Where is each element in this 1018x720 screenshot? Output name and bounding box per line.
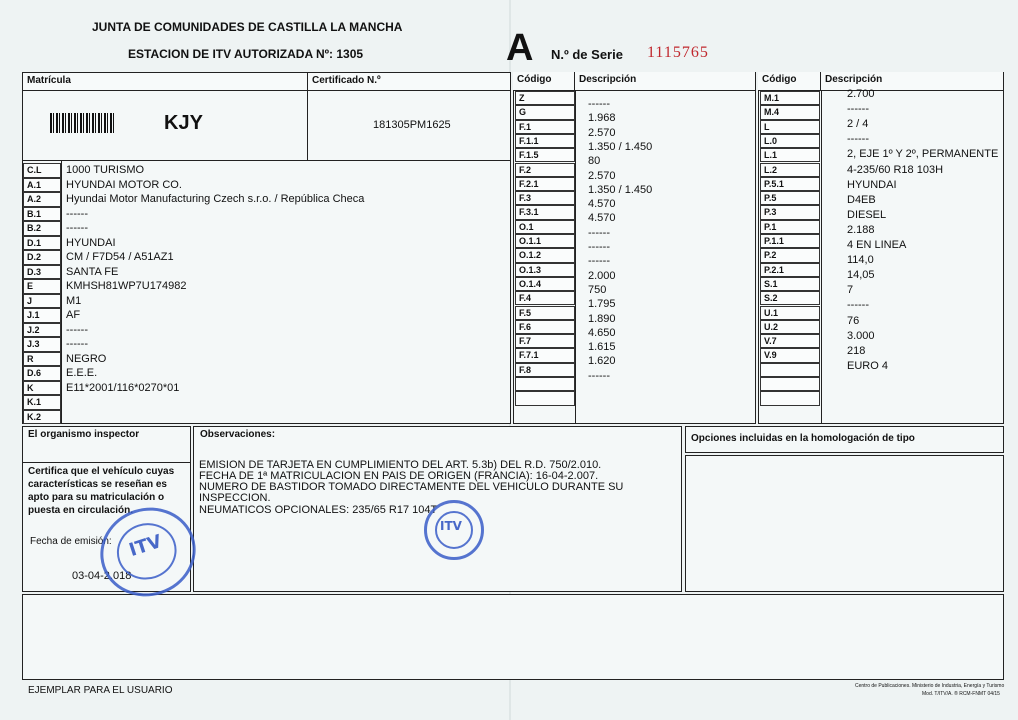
right-row-code: L.2 <box>760 163 820 177</box>
mid-row-code: F.7.1 <box>515 348 575 362</box>
mid-desc-column-divider <box>575 91 576 424</box>
stamp-logo-text: ITV <box>440 519 462 533</box>
mid-row-code: Z <box>515 91 575 105</box>
mid-row-code-empty <box>515 377 575 391</box>
mid-row-value: ------ <box>588 369 610 382</box>
right-row-value: D4EB <box>847 193 876 206</box>
mid-row-code: F.2 <box>515 163 575 177</box>
right-row-code: P.2 <box>760 248 820 262</box>
left-row-value: ------ <box>66 323 88 336</box>
right-row-code-empty <box>760 391 820 405</box>
stamp-logo-text: ITV <box>126 530 165 562</box>
barcode <box>50 113 116 133</box>
mid-row-value: 1.350 / 1.450 <box>588 140 653 153</box>
mid-row-value: 1.968 <box>588 112 616 125</box>
left-row-code: D.1 <box>23 236 61 251</box>
left-row-code: C.L <box>23 163 61 178</box>
right-row-value: 4-235/60 R18 103H <box>847 163 944 176</box>
right-row-value: 14,05 <box>847 269 875 282</box>
right-row-code: P.1 <box>760 220 820 234</box>
bottom-free-box <box>22 594 1004 680</box>
right-row-code: P.3 <box>760 205 820 219</box>
mid-row-code: F.3 <box>515 191 575 205</box>
observation-line-4: INSPECCION. <box>199 492 271 504</box>
matricula-header: Matrícula <box>22 72 308 91</box>
right-row-code: S.1 <box>760 277 820 291</box>
left-row-code: A.1 <box>23 178 61 193</box>
certify-line-4: puesta en circulación. <box>28 505 134 516</box>
mid-row-value: 1.795 <box>588 298 616 311</box>
right-row-code: M.1 <box>760 91 820 105</box>
right-row-code-empty <box>760 363 820 377</box>
mid-row-code: F.1.5 <box>515 148 575 162</box>
right-row-value: 2, EJE 1º Y 2º, PERMANENTE <box>847 148 999 161</box>
mid-row-code: G <box>515 105 575 119</box>
right-row-code: U.2 <box>760 320 820 334</box>
mid-row-value: 4.650 <box>588 326 616 339</box>
mid-row-code: F.3.1 <box>515 205 575 219</box>
left-row-code: K.1 <box>23 395 61 410</box>
left-row-code: R <box>23 352 61 367</box>
left-row-code: D.3 <box>23 265 61 280</box>
mid-row-code: O.1.1 <box>515 234 575 248</box>
mid-row-code: O.1.2 <box>515 248 575 262</box>
series-label: N.º de Serie <box>551 47 623 62</box>
mid-row-value: 750 <box>588 283 607 296</box>
right-row-code: P.1.1 <box>760 234 820 248</box>
left-row-code: K.2 <box>23 410 61 425</box>
right-row-code: L.0 <box>760 134 820 148</box>
left-row-value: HYUNDAI <box>66 236 116 249</box>
right-row-value: EURO 4 <box>847 359 888 372</box>
left-row-value: M1 <box>66 294 82 307</box>
mid-row-code: O.1.4 <box>515 277 575 291</box>
left-row-code: D.2 <box>23 250 61 265</box>
issue-date: 03-04-2.018 <box>72 570 132 582</box>
right-row-value: ------ <box>847 103 869 116</box>
series-letter: A <box>506 27 534 69</box>
mid-row-value: 1.890 <box>588 312 616 325</box>
left-row-value: SANTA FE <box>66 265 119 278</box>
certificate-number: 181305PM1625 <box>373 119 451 131</box>
right-row-code: L <box>760 120 820 134</box>
right-row-value: 7 <box>847 284 854 297</box>
left-row-value: NEGRO <box>66 352 107 365</box>
issue-date-label: Fecha de emisión: <box>30 536 112 547</box>
right-row-value: 218 <box>847 344 866 357</box>
left-row-code: A.2 <box>23 192 61 207</box>
mid-row-value: 1.350 / 1.450 <box>588 183 653 196</box>
mid-row-code: O.1 <box>515 220 575 234</box>
right-row-value: 3.000 <box>847 329 875 342</box>
certify-line-2: características se reseñan es <box>28 479 167 490</box>
right-row-value: 4 EN LINEA <box>847 239 907 251</box>
left-row-code: J.1 <box>23 308 61 323</box>
right-row-value: ------ <box>847 133 869 146</box>
mid-row-value: 4.570 <box>588 212 616 225</box>
left-row-value: E11*2001/116*0270*01 <box>66 381 180 394</box>
right-row-value: HYUNDAI <box>847 178 897 191</box>
right-row-code: S.2 <box>760 291 820 305</box>
right-row-value: ------ <box>847 299 869 312</box>
left-row-code: J.2 <box>23 323 61 338</box>
left-row-code: D.6 <box>23 366 61 381</box>
mid-row-value: 2.000 <box>588 269 616 282</box>
options-box <box>685 455 1004 592</box>
options-label: Opciones incluidas en la homologación de tipo <box>691 433 915 444</box>
mid-row-code: F.2.1 <box>515 177 575 191</box>
mid-row-code: F.1.1 <box>515 134 575 148</box>
mid-row-code: F.7 <box>515 334 575 348</box>
mid-row-code: F.6 <box>515 320 575 334</box>
certify-line-3: apto para su matriculación o <box>28 492 165 503</box>
left-row-value: 1000 TURISMO <box>66 164 145 176</box>
observation-line-1: EMISION DE TARJETA EN CUMPLIMIENTO DEL ART. 5.3b) DEL R.D. 750/2.010. <box>199 459 602 471</box>
right-row-code: P.2.1 <box>760 263 820 277</box>
inspector-divider <box>22 462 191 463</box>
certificado-header: Certificado N.º <box>308 72 511 91</box>
right-row-code-empty <box>760 377 820 391</box>
series-number: 1115765 <box>647 44 709 61</box>
mid-row-value: 2.570 <box>588 126 616 139</box>
observation-line-5: NEUMATICOS OPCIONALES: 235/65 R17 104T <box>199 504 438 516</box>
right-row-code: P.5.1 <box>760 177 820 191</box>
station-title: ESTACION DE ITV AUTORIZADA Nº: 1305 <box>128 47 364 61</box>
mid-row-value: 80 <box>588 155 601 168</box>
mid-row-value: 2.570 <box>588 169 616 182</box>
left-row-code: J.3 <box>23 337 61 352</box>
mid-row-code: F.8 <box>515 363 575 377</box>
mid-row-value: ------ <box>588 241 610 253</box>
left-row-value: Hyundai Motor Manufacturing Czech s.r.o. / República Checa <box>66 193 365 205</box>
certify-line-1: Certifica que el vehículo cuyas <box>28 466 175 477</box>
left-row-code: B.2 <box>23 221 61 236</box>
left-row-code: E <box>23 279 61 294</box>
right-row-code: V.9 <box>760 348 820 362</box>
right-row-code: P.5 <box>760 191 820 205</box>
right-row-code: M.4 <box>760 105 820 119</box>
mid-desc-header: Descripción <box>575 72 756 91</box>
left-row-value: ------ <box>66 222 88 234</box>
right-row-value: 2.700 <box>847 88 875 100</box>
observations-label: Observaciones: <box>200 429 276 440</box>
right-code-header: Código <box>758 72 821 91</box>
left-row-value: KMHSH81WP7U174982 <box>66 280 187 292</box>
right-desc-header: Descripción <box>821 72 1004 91</box>
left-code-column-divider <box>61 161 62 424</box>
left-row-code: K <box>23 381 61 396</box>
left-row-value: CM / F7D54 / A51AZ1 <box>66 251 174 263</box>
left-row-code: B.1 <box>23 207 61 222</box>
mid-row-code: F.1 <box>515 120 575 134</box>
mid-row-value: ------ <box>588 98 610 110</box>
mid-row-code: O.1.3 <box>515 263 575 277</box>
left-row-code: J <box>23 294 61 309</box>
mid-row-code: F.5 <box>515 306 575 320</box>
footer-publisher: Centro de Publicaciones. Ministerio de Industria, Energía y Turismo <box>855 683 1005 689</box>
mid-row-code-empty <box>515 391 575 405</box>
mid-row-value: ------ <box>588 226 610 239</box>
inspector-label: El organismo inspector <box>28 429 140 440</box>
right-row-code: L.1 <box>760 148 820 162</box>
right-row-code: V.7 <box>760 334 820 348</box>
footer-copy-label: EJEMPLAR PARA EL USUARIO <box>28 685 173 696</box>
right-row-value: DIESEL <box>847 208 887 221</box>
right-row-value: 2 / 4 <box>847 118 869 131</box>
left-row-value: HYUNDAI MOTOR CO. <box>66 178 182 191</box>
inspection-stamp-right <box>424 500 484 560</box>
mid-code-header: Código <box>513 72 575 91</box>
mid-row-value: 4.570 <box>588 198 616 211</box>
right-row-value: 2.188 <box>847 223 875 236</box>
left-row-value: E.E.E. <box>66 367 98 379</box>
observation-line-2: FECHA DE 1ª MATRICULACION EN PAIS DE ORIGEN (FRANCIA): 16-04-2.007. <box>199 470 599 482</box>
left-row-value: ------ <box>66 207 88 220</box>
observation-line-3: NUMERO DE BASTIDOR TOMADO DIRECTAMENTE DEL VEHICULO DURANTE SU <box>199 481 624 493</box>
mid-row-code: F.4 <box>515 291 575 305</box>
right-row-value: 114,0 <box>847 254 874 267</box>
plate-number: KJY <box>164 112 203 134</box>
mid-row-value: 1.615 <box>588 341 616 354</box>
mid-row-value: ------ <box>588 255 610 268</box>
footer-model: Mod. T/ITV/A. ® RCM-FNMT 04/15 <box>922 691 1000 697</box>
mid-row-value: 1.620 <box>588 355 616 368</box>
left-row-value: AF <box>66 309 81 321</box>
right-row-code: U.1 <box>760 306 820 320</box>
authority-title: JUNTA DE COMUNIDADES DE CASTILLA LA MANCHA <box>92 20 403 34</box>
left-row-value: ------ <box>66 338 88 350</box>
right-row-value: 76 <box>847 314 860 327</box>
right-desc-column-divider <box>821 91 822 424</box>
